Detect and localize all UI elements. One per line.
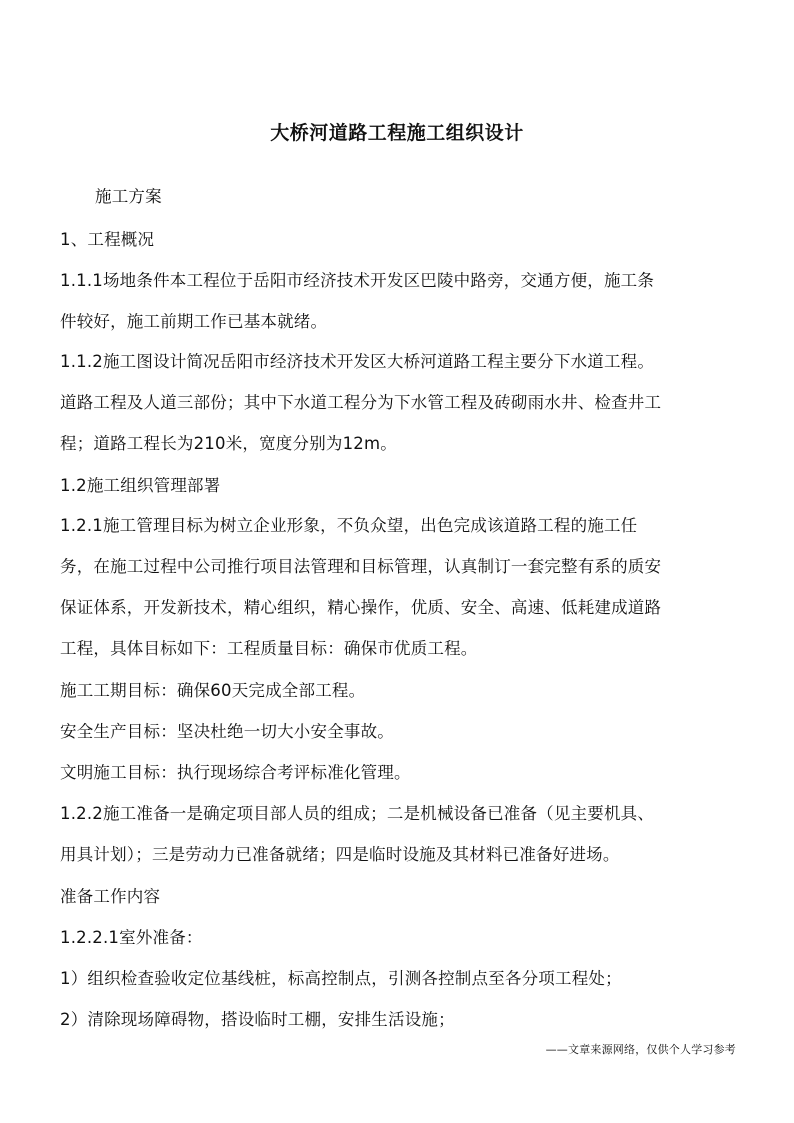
paragraph-line: 1.2.2.1室外准备： xyxy=(60,928,203,947)
paragraph-line: 1.2.1施工管理目标为树立企业形象，不负众望，出色完成该道路工程的施工任 xyxy=(60,516,638,535)
paragraph-line: 1.1.1场地条件本工程位于岳阳市经济技术开发区巴陵中路旁，交通方便，施工条 xyxy=(60,271,655,290)
section-heading: 施工方案 xyxy=(95,187,162,206)
paragraph-line: 用具计划）；三是劳动力已准备就绪；四是临时设施及其材料已准备好进场。 xyxy=(60,845,620,864)
paragraph-line: 2）清除现场障碍物，搭设临时工棚，安排生活设施； xyxy=(60,1010,455,1029)
paragraph-line: 施工工期目标：确保60天完成全部工程。 xyxy=(60,681,366,700)
document-title: 大桥河道路工程施工组织设计 xyxy=(270,122,524,144)
paragraph-line: 道路工程及人道三部份；其中下水道工程分为下水管工程及砖砌雨水井、检查井工 xyxy=(60,393,662,412)
section-heading: 1.2施工组织管理部署 xyxy=(60,476,221,495)
paragraph-line: 务，在施工过程中公司推行项目法管理和目标管理，认真制订一套完整有系的质安 xyxy=(60,557,662,576)
paragraph-line: 1.1.2施工图设计简况岳阳市经济技术开发区大桥河道路工程主要分下水道工程。 xyxy=(60,352,655,371)
paragraph-line: 保证体系，开发新技术，精心组织，精心操作，优质、安全、高速、低耗建成道路 xyxy=(60,598,662,617)
source-footer: ——文章来源网络，仅供个人学习参考 xyxy=(545,1043,736,1056)
paragraph-line: 文明施工目标：执行现场综合考评标准化管理。 xyxy=(60,763,411,782)
paragraph-line: 程；道路工程长为210米，宽度分别为12m。 xyxy=(60,434,397,453)
paragraph-line: 1.2.2施工准备一是确定项目部人员的组成；二是机械设备已准备（见主要机具、 xyxy=(60,804,655,823)
paragraph-line: 工程，具体目标如下：工程质量目标：确保市优质工程。 xyxy=(60,639,478,658)
paragraph-line: 安全生产目标：坚决杜绝一切大小安全事故。 xyxy=(60,722,394,741)
section-heading: 1、工程概况 xyxy=(60,230,155,249)
section-heading: 准备工作内容 xyxy=(60,887,161,906)
paragraph-line: 1）组织检查验收定位基线桩，标高控制点，引测各控制点至各分项工程处； xyxy=(60,969,622,988)
paragraph-line: 件较好，施工前期工作已基本就绪。 xyxy=(60,312,328,331)
